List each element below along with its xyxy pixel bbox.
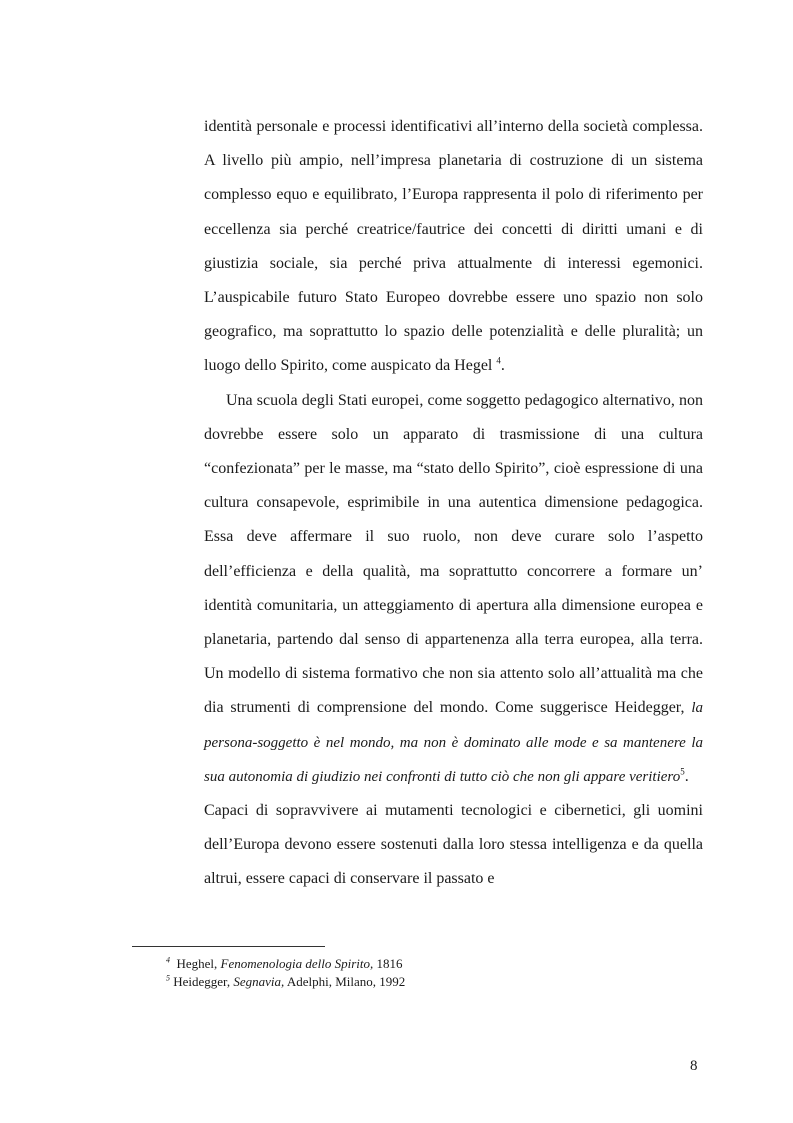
footnote-details: 1816 (373, 956, 403, 971)
paragraph-3 (204, 794, 703, 897)
paragraph-2 (204, 384, 703, 794)
paragraph-3-text: Capaci di sopravvivere ai mutamenti tecnologici e cibernetici, gli uomini dell’Europa devono essere sostenuti dalla loro stessa intelligenza e da quella altrui, essere capaci di conservare il passato e (204, 802, 703, 888)
footnote-author: Heghel, (176, 956, 221, 971)
footnote-number: 4 (166, 955, 170, 965)
footnote-details: Adelphi, Milano, 1992 (284, 974, 406, 989)
footnote-author: Heidegger, (173, 974, 234, 989)
body-text (204, 110, 703, 897)
paragraph-1 (204, 110, 703, 384)
footnote-title: Fenomenologia dello Spirito, (220, 956, 374, 971)
paragraph-1-end: . (500, 357, 505, 375)
paragraph-2-end: . (684, 767, 689, 785)
footnote-ref-5[interactable]: 5 (680, 766, 685, 777)
page-number: 8 (690, 1058, 698, 1074)
paragraph-2-quote: la persona-soggetto è nel mondo, ma non è dominato alle mode e sa mantenere la sua autonomia di giudizio nei confronti di tutto ciò che non gli appare veritiero (204, 700, 703, 785)
paragraph-2-text: Una scuola degli Stati europei, come soggetto pedagogico alternativo, non dovrebbe essere solo un apparato di trasmissione di una cultura “confezionata” per le masse, ma “stato dello Spirito”, cioè espressione di una cultura consapevole, esprimibile in una autentica dimensione pedagogica. Essa deve affermare il suo ruolo, non deve curare solo l’aspetto dell’efficienza e della qualità, ma soprattutto concorrere a formare un’ identità comunitaria, un atteggiamento di apertura alla dimensione europea e planetaria, partendo dal senso di appartenenza alla terra europea, alla terra. Un modello di sistema formativo che non sia attento solo all’attualità ma che dia strumenti di comprensione del mondo. Come suggerisce Heidegger, (204, 391, 703, 717)
footnote-number: 5 (166, 973, 170, 983)
footnote-ref-4[interactable]: 4 (496, 356, 501, 367)
footnotes (166, 955, 405, 991)
paragraph-1-text: identità personale e processi identificativi all’interno della società complessa. A livello più ampio, nell’impresa planetaria di costruzione di un sistema complesso equo e equilibrato, l’Europa rappresenta il polo di riferimento per eccellenza sia perché creatrice/fautrice dei concetti di diritti umani e di giustizia sociale, sia perché priva attualmente di interessi egemonici. L’auspicabile futuro Stato Europeo dovrebbe essere uno spazio non solo geografico, ma soprattutto lo spazio delle potenzialità e delle pluralità; un luogo dello Spirito, come auspicato da Hegel (204, 118, 703, 375)
footnote-5 (166, 973, 405, 991)
footnote-title: Segnavia, (233, 974, 285, 989)
footnote-divider (132, 946, 325, 947)
footnote-4 (166, 955, 405, 973)
